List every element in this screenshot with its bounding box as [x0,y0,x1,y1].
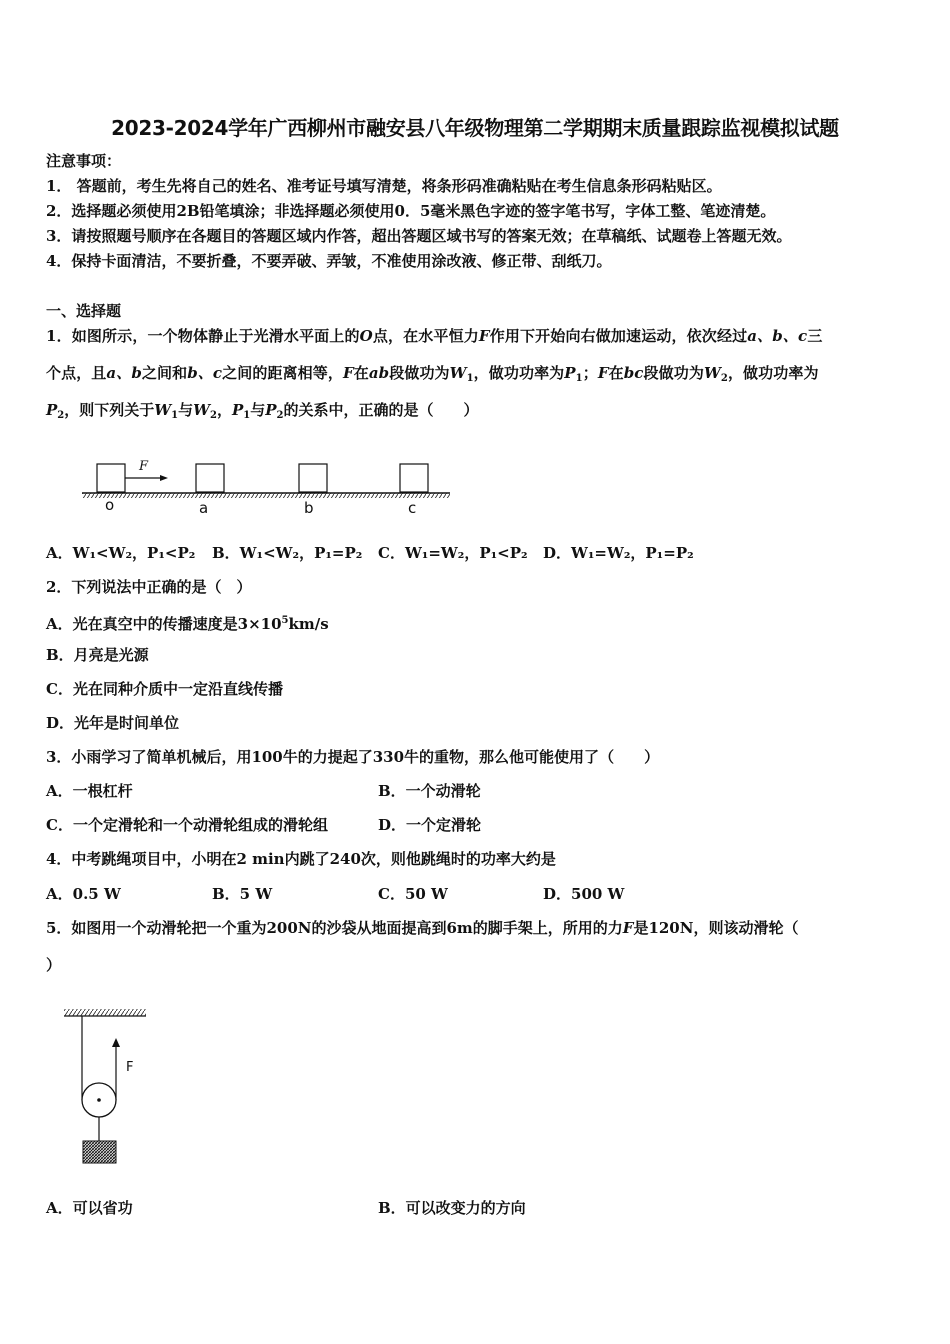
q3-option-a: A．一根杠杆 [46,782,133,800]
q1-option-d: D．W₁=W₂，P₁=P₂ [543,544,694,562]
pull-force-arrow-head [112,1038,120,1047]
q2-option-b: B．月亮是光源 [46,646,149,664]
note-item-4: 4．保持卡面清洁，不要折叠，不要弄破、弄皱，不准使用涂改液、修正带、刮纸刀。 [46,252,612,270]
q3-option-c: C．一个定滑轮和一个动滑轮组成的滑轮组 [46,816,328,834]
q5-line-1: 5．如图用一个动滑轮把一个重为200N的沙袋从地面提高到6m的脚手架上，所用的力F是120N，则该动滑轮（ [46,919,799,937]
q4-option-c: C．50 W [378,885,448,903]
q1-line-3: $P_2$，则下列关于$W_1$与$W_2$，$P_1$与$P_2$的关系中，正确的是（ ） [46,401,479,421]
block-at-b [299,464,327,492]
point-label-o: o [105,496,115,514]
page-title: 2023-2024学年广西柳州市融安县八年级物理第二学期期末质量跟踪监视模拟试题 [111,116,839,140]
notes-heading: 注意事项： [46,152,122,170]
ceiling-hatching [64,1009,146,1016]
q1-motion-diagram [78,452,454,520]
q1-line-1: 1．如图所示，一个物体静止于光滑水平面上的O点，在水平恒力F作用下开始向右做加速运动，依次经过a、b、c三 [46,327,823,345]
pulley-axle [97,1098,101,1102]
q2-option-d: D．光年是时间单位 [46,714,180,732]
point-label-a: a [199,499,209,517]
q1-option-b: B．W₁<W₂，P₁=P₂ [212,544,363,562]
block-at-o [97,464,125,492]
note-item-1: 1． 答题前，考生先将自己的姓名、准考证号填写清楚，将条形码准确粘贴在考生信息条形码粘贴区。 [46,177,722,195]
q2-option-c: C．光在同种介质中一定沿直线传播 [46,680,283,698]
q3-option-d: D．一个定滑轮 [378,816,482,834]
pull-force-label: F [126,1060,134,1075]
q5-pulley-diagram [60,1005,152,1167]
q1-option-a: A．W₁<W₂，P₁<P₂ [46,544,196,562]
q3-stem: 3．小雨学习了简单机械后，用100牛的力提起了330牛的重物，那么他可能使用了（ ） [46,748,660,766]
block-at-a [196,464,224,492]
note-item-3: 3．请按照题号顺序在各题目的答题区域内作答，超出答题区域书写的答案无效；在草稿纸、试题卷上答题无效。 [46,227,792,245]
force-arrow-head [160,475,168,481]
note-item-2: 2．选择题必须使用2B铅笔填涂；非选择题必须使用0．5毫米黑色字迹的签字笔书写，字体工整、笔迹清楚。 [46,202,776,220]
q2-stem: 2．下列说法中正确的是（ ） [46,578,252,596]
block-at-c [400,464,428,492]
section-heading: 一、选择题 [46,302,122,320]
ground-hatching [82,493,450,498]
q4-option-a: A．0.5 W [46,885,121,903]
q4-option-b: B．5 W [212,885,273,903]
q4-option-d: D．500 W [543,885,625,903]
q5-line-2: ） [46,956,62,974]
point-label-b: b [304,499,314,517]
q2-option-a: A．光在真空中的传播速度是$3\times 10^5km/s$ [46,615,329,633]
q4-stem: 4．中考跳绳项目中，小明在2 min内跳了240次，则他跳绳时的功率大约是 [46,850,556,868]
q5-option-b: B．可以改变力的方向 [378,1199,526,1217]
q5-option-a: A．可以省功 [46,1199,133,1217]
q1-option-c: C．W₁=W₂，P₁<P₂ [378,544,528,562]
q3-option-b: B．一个动滑轮 [378,782,481,800]
point-label-c: c [408,499,417,517]
sandbag [83,1141,116,1163]
force-label: F [139,459,149,474]
q1-line-2: 个点，且a、b之间和b、c之间的距离相等，F在ab段做功为$W_1$，做功功率为$P_1$；F在bc段做功为$W_2$，做功功率为 [46,364,819,384]
